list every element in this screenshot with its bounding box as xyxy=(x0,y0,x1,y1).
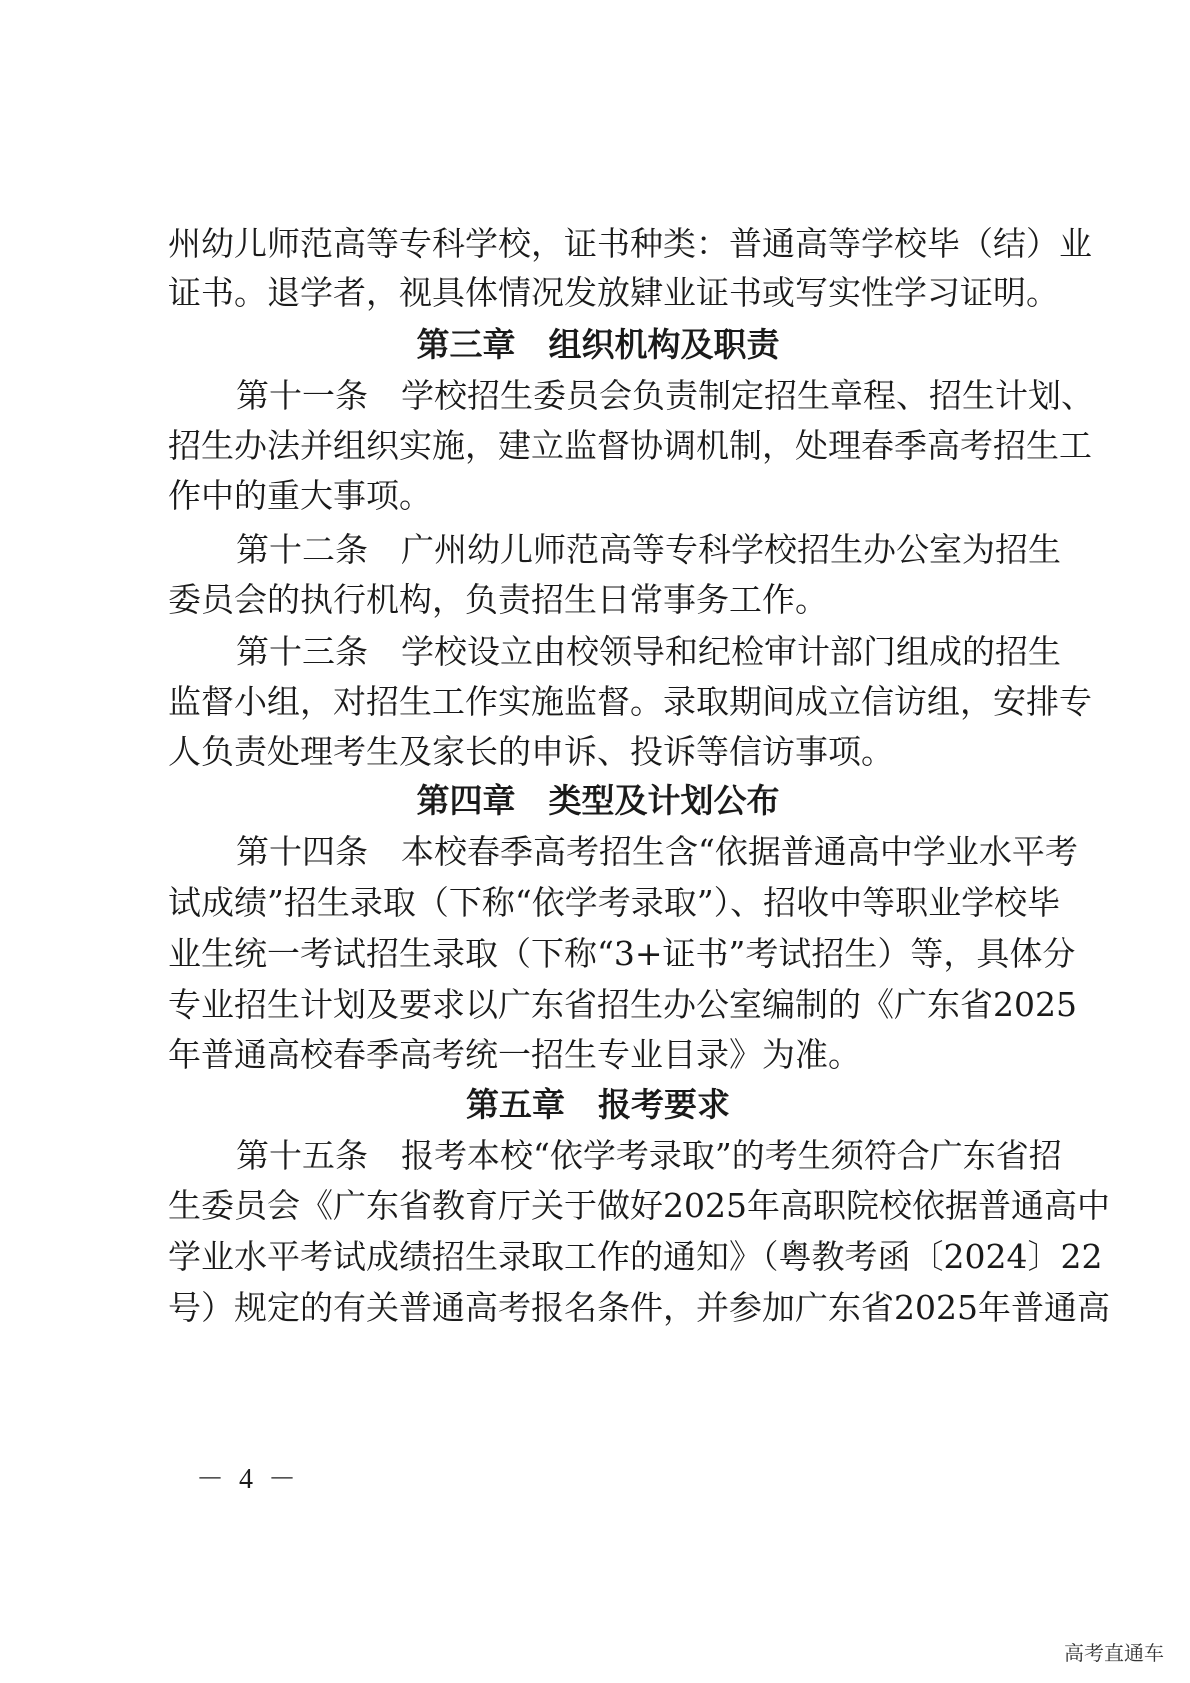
page-number: － 4 － xyxy=(196,1464,301,1495)
text-line: 第十五条 报考本校“依学考录取”的考生须符合广东省招 xyxy=(236,1136,1062,1175)
text-line: 生委员会《广东省教育厅关于做好2025年高职院校依据普通高中 xyxy=(168,1186,1110,1225)
text-line: 证书。退学者，视具体情况发放肄业证书或写实性学习证明。 xyxy=(168,273,1059,312)
chapter-heading: 第三章 组织机构及职责 xyxy=(416,325,780,364)
text-line: 第十二条 广州幼儿师范高等专科学校招生办公室为招生 xyxy=(236,530,1061,569)
text-line: 业生统一考试招生录取（下称“3+证书”考试招生）等，具体分 xyxy=(168,934,1076,973)
text-line: 专业招生计划及要求以广东省招生办公室编制的《广东省2025 xyxy=(168,985,1077,1024)
text-line: 试成绩”招生录取（下称“依学考录取”）、招收中等职业学校毕 xyxy=(168,883,1061,922)
text-line: 州幼儿师范高等专科学校，证书种类：普通高等学校毕（结）业 xyxy=(168,224,1092,263)
text-line: 学业水平考试成绩招生录取工作的通知》（粤教考函〔2024〕22 xyxy=(168,1237,1103,1276)
text-line: 委员会的执行机构，负责招生日常事务工作。 xyxy=(168,580,828,619)
chapter-heading: 第五章 报考要求 xyxy=(466,1085,730,1124)
text-line: 号）规定的有关普通高考报名条件，并参加广东省2025年普通高 xyxy=(168,1288,1110,1327)
text-line: 第十四条 本校春季高考招生含“依据普通高中学业水平考 xyxy=(236,832,1078,871)
watermark-text: 高考直通车 xyxy=(1064,1641,1164,1665)
text-line: 监督小组，对招生工作实施监督。录取期间成立信访组，安排专 xyxy=(168,682,1092,721)
text-line: 招生办法并组织实施，建立监督协调机制，处理春季高考招生工 xyxy=(168,426,1092,465)
text-line: 人负责处理考生及家长的申诉、投诉等信访事项。 xyxy=(168,732,894,771)
text-line: 年普通高校春季高考统一招生专业目录》为准。 xyxy=(168,1035,861,1074)
text-line: 第十一条 学校招生委员会负责制定招生章程、招生计划、 xyxy=(236,376,1094,415)
text-line: 作中的重大事项。 xyxy=(168,476,432,515)
text-line: 第十三条 学校设立由校领导和纪检审计部门组成的招生 xyxy=(236,632,1061,671)
chapter-heading: 第四章 类型及计划公布 xyxy=(416,781,780,820)
